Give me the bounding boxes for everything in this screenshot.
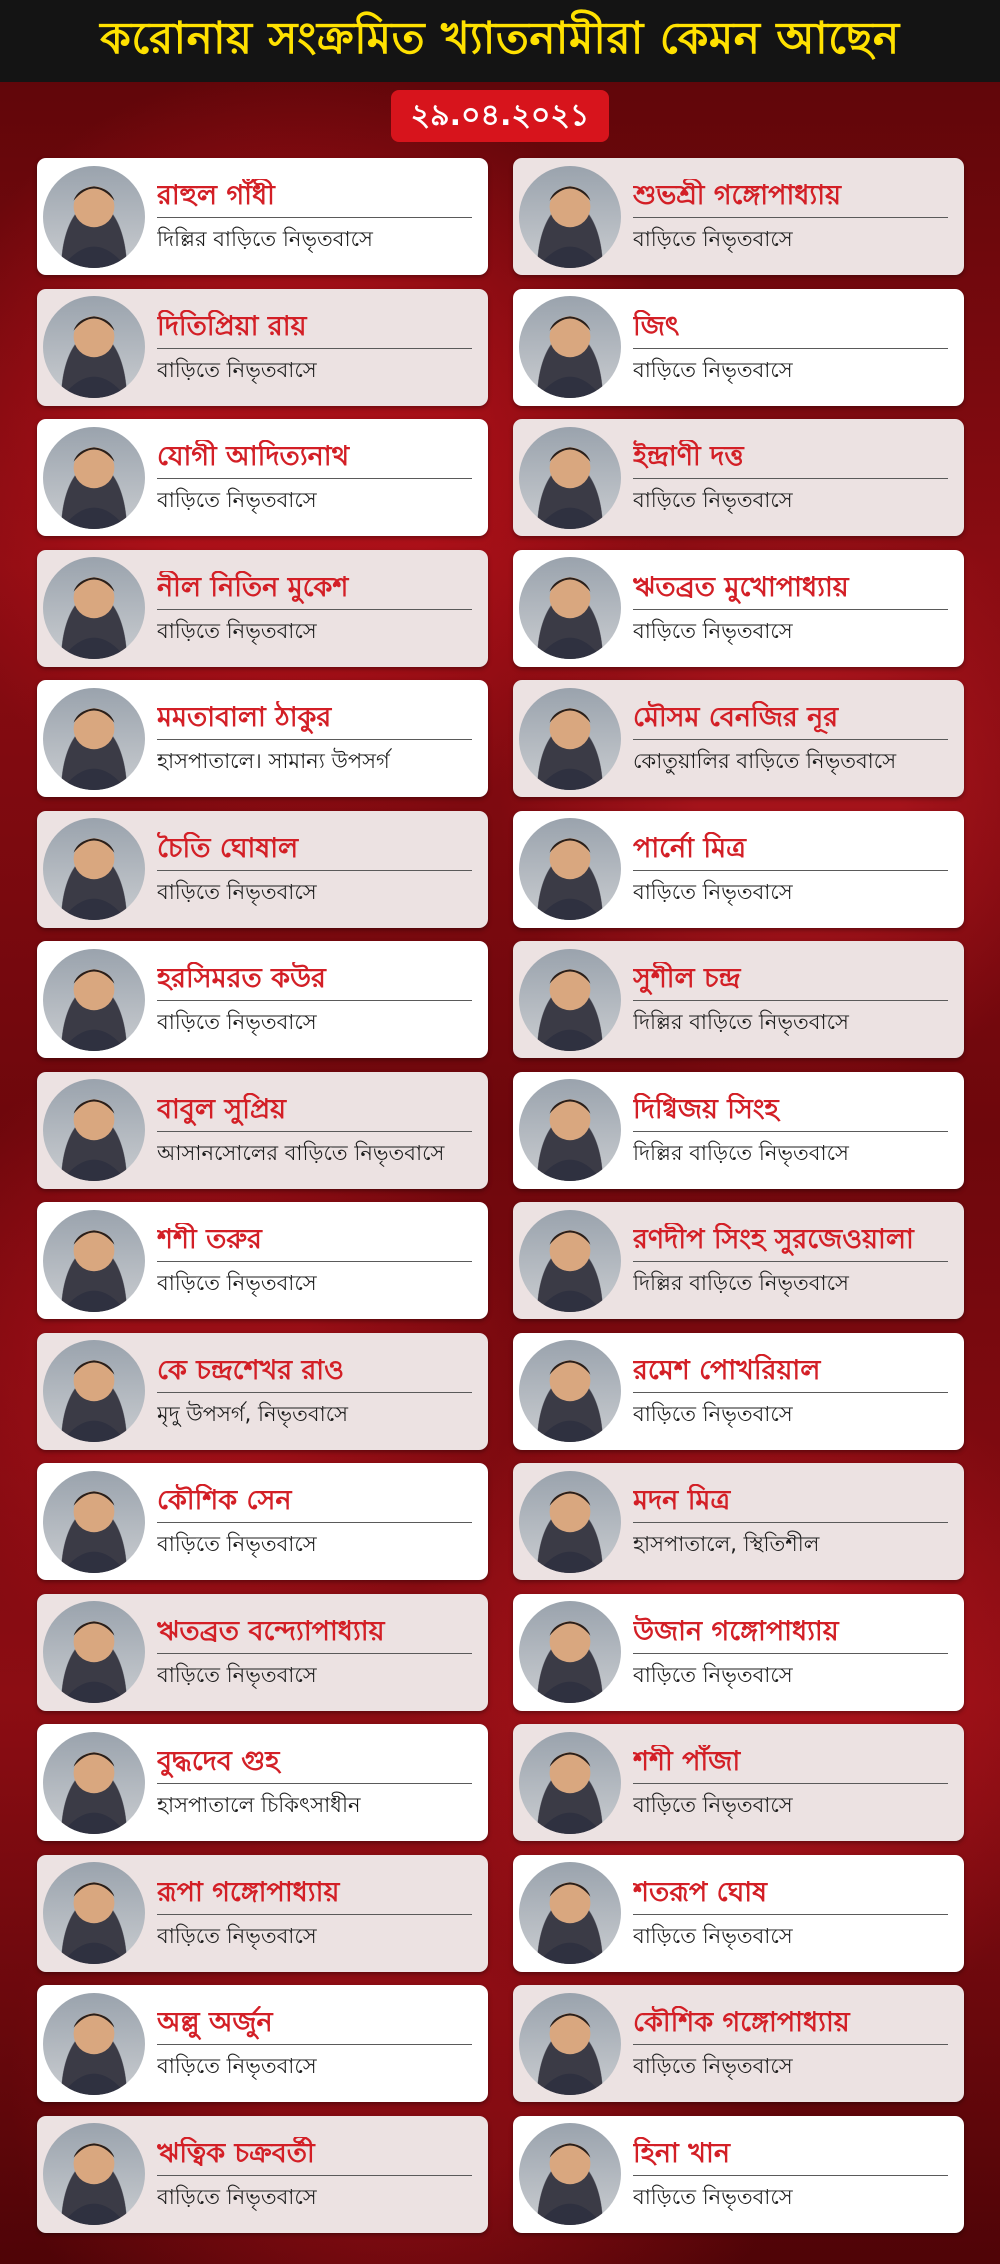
person-name: মদন মিত্র [633,1484,948,1523]
person-name: শশী পাঁজা [633,1745,948,1784]
person-name: পার্নো মিত্র [633,832,948,871]
person-card [513,419,964,536]
person-card [513,1202,964,1319]
person-photo [519,1340,621,1442]
person-card [513,1985,964,2102]
person-photo [519,1210,621,1312]
person-name: জিৎ [633,310,948,349]
person-card [37,419,488,536]
person-photo [43,1732,145,1834]
person-status: কোতুয়ালির বাড়িতে নিভৃতবাসে [633,749,897,773]
person-name: বাবুল সুপ্রিয় [157,1093,472,1132]
person-photo [43,1993,145,2095]
person-icon [519,818,621,920]
person-photo [43,166,145,268]
person-icon [43,949,145,1051]
person-icon [43,688,145,790]
person-icon [43,1601,145,1703]
celebrity-grid [37,158,964,2233]
person-card [37,1855,488,1972]
person-icon [519,166,621,268]
person-icon [519,1601,621,1703]
person-photo [43,1340,145,1442]
person-card [37,1594,488,1711]
person-photo [43,296,145,398]
person-photo [519,1079,621,1181]
person-card [513,680,964,797]
person-status: বাড়িতে নিভৃতবাসে [157,357,317,382]
person-status: বাড়িতে নিভৃতবাসে [633,1923,793,1948]
person-photo [43,557,145,659]
person-icon [43,1993,145,2095]
person-photo [519,1601,621,1703]
person-icon [43,818,145,920]
person-photo [43,427,145,529]
person-name: অল্লু অর্জুন [157,2006,472,2045]
person-photo [519,688,621,790]
person-photo [519,949,621,1051]
person-status: বাড়িতে নিভৃতবাসে [633,1793,793,1817]
person-status: বাড়িতে নিভৃতবাসে [633,2054,793,2078]
person-card [513,550,964,667]
person-status: বাড়িতে নিভৃতবাসে [633,879,793,904]
person-status: বাড়িতে নিভৃতবাসে [157,879,317,904]
person-icon [43,1471,145,1573]
person-icon [43,557,145,659]
person-icon [43,1079,145,1181]
person-icon [519,1210,621,1312]
person-name: ঋতব্রত মুখোপাধ্যায় [633,571,948,610]
person-photo [43,1601,145,1703]
person-card [37,1724,488,1841]
person-photo [43,1471,145,1573]
person-icon [519,688,621,790]
person-card [513,1724,964,1841]
person-name: শতরূপ ঘোষ [633,1876,948,1915]
person-status: বাড়িতে নিভৃতবাসে [157,2184,317,2209]
person-icon [519,1079,621,1181]
person-card [37,811,488,928]
header-bar [0,0,1000,82]
person-status: বাড়িতে নিভৃতবাসে [633,618,793,643]
person-name: রাহুল গাঁধী [157,179,472,218]
person-status: দিল্লির বাড়িতে নিভৃতবাসে [157,227,373,251]
person-icon [519,557,621,659]
person-name: মমতাবালা ঠাকুর [157,701,472,740]
person-card [37,1202,488,1319]
person-card [37,680,488,797]
person-card [37,550,488,667]
person-icon [43,296,145,398]
person-name: নীল নিতিন মুকেশ [157,571,472,610]
person-card [37,2116,488,2233]
person-photo [43,1210,145,1312]
person-name: উজান গঙ্গোপাধ্যায় [633,1615,948,1654]
person-name: ঋত্বিক চক্রবর্তী [157,2137,472,2176]
person-card [37,1333,488,1450]
person-icon [519,1993,621,2095]
person-status: বাড়িতে নিভৃতবাসে [157,1271,317,1295]
person-photo [519,2123,621,2225]
person-icon [43,1732,145,1834]
person-name: রণদীপ সিংহ সুরজেওয়ালা [633,1223,948,1262]
person-name: সুশীল চন্দ্র [633,962,948,1001]
person-card [513,158,964,275]
person-name: বুদ্ধদেব গুহ [157,1745,472,1784]
person-photo [43,1862,145,1964]
person-status: হাসপাতালে চিকিৎসাধীন [157,1793,361,1817]
person-status: বাড়িতে নিভৃতবাসে [157,1532,317,1556]
person-name: ঋতব্রত বন্দ্যোপাধ্যায় [157,1615,472,1654]
person-icon [519,1862,621,1964]
person-photo [519,296,621,398]
person-photo [519,818,621,920]
person-status: আসানসোলের বাড়িতে নিভৃতবাসে [157,1140,445,1165]
person-name: রমেশ পোখরিয়াল [633,1354,948,1393]
person-card [513,811,964,928]
person-name: হিনা খান [633,2137,948,2176]
person-card [37,158,488,275]
person-card [37,1985,488,2102]
person-status: মৃদু উপসর্গ, নিভৃতবাসে [157,1401,349,1426]
person-icon [43,2123,145,2225]
person-status: বাড়িতে নিভৃতবাসে [157,1662,317,1687]
person-name: শুভশ্রী গঙ্গোপাধ্যায় [633,179,948,218]
person-name: শশী তরুর [157,1223,472,1262]
person-status: বাড়িতে নিভৃতবাসে [633,227,793,251]
person-card [513,1463,964,1580]
person-status: বাড়িতে নিভৃতবাসে [157,1010,317,1034]
person-card [513,1594,964,1711]
person-photo [519,1471,621,1573]
person-status: বাড়িতে নিভৃতবাসে [157,618,317,643]
date-badge: ২৯.০৪.২০২১ [391,90,609,142]
person-card [513,1855,964,1972]
person-name: দিতিপ্রিয়া রায় [157,310,472,349]
person-status: বাড়িতে নিভৃতবাসে [633,1662,793,1687]
person-photo [43,688,145,790]
person-status: বাড়িতে নিভৃতবাসে [157,2054,317,2078]
person-icon [43,1210,145,1312]
person-name: রূপা গঙ্গোপাধ্যায় [157,1876,472,1915]
person-status: বাড়িতে নিভৃতবাসে [633,488,793,512]
person-name: কে চন্দ্রশেখর রাও [157,1354,472,1393]
person-photo [519,1862,621,1964]
person-card [513,941,964,1058]
person-card [37,1463,488,1580]
person-icon [519,1340,621,1442]
person-name: হরসিমরত কউর [157,962,472,1001]
person-photo [519,166,621,268]
person-card [513,1333,964,1450]
person-status: বাড়িতে নিভৃতবাসে [633,357,793,382]
person-icon [519,2123,621,2225]
person-status: বাড়িতে নিভৃতবাসে [633,1401,793,1426]
person-status: হাসপাতালে। সামান্য উপসর্গ [157,749,390,773]
person-name: চৈতি ঘোষাল [157,832,472,871]
person-icon [519,1471,621,1573]
person-card [37,1072,488,1189]
person-icon [519,296,621,398]
person-icon [43,166,145,268]
page-title: করোনায় সংক্রমিত খ্যাতনামীরা কেমন আছেন [100,12,900,64]
person-card [513,1072,964,1189]
person-icon [519,949,621,1051]
person-name: দিগ্বিজয় সিংহ [633,1093,948,1132]
person-photo [43,949,145,1051]
person-card [37,289,488,406]
person-photo [519,1732,621,1834]
person-name: মৌসম বেনজির নূর [633,701,948,740]
person-card [513,289,964,406]
person-photo [519,427,621,529]
person-icon [43,1340,145,1442]
person-status: দিল্লির বাড়িতে নিভৃতবাসে [633,1140,849,1165]
person-status: বাড়িতে নিভৃতবাসে [157,488,317,512]
person-card [513,2116,964,2233]
person-card [37,941,488,1058]
person-status: বাড়িতে নিভৃতবাসে [157,1923,317,1948]
person-photo [43,1079,145,1181]
person-photo [43,818,145,920]
person-icon [519,427,621,529]
person-name: ইন্দ্রাণী দত্ত [633,440,948,479]
person-photo [519,1993,621,2095]
person-photo [43,2123,145,2225]
person-photo [519,557,621,659]
person-status: দিল্লির বাড়িতে নিভৃতবাসে [633,1271,849,1295]
person-name: যোগী আদিত্যনাথ [157,440,472,479]
person-status: দিল্লির বাড়িতে নিভৃতবাসে [633,1010,849,1034]
person-name: কৌশিক গঙ্গোপাধ্যায় [633,2006,948,2045]
person-icon [43,1862,145,1964]
person-name: কৌশিক সেন [157,1484,472,1523]
person-status: বাড়িতে নিভৃতবাসে [633,2184,793,2209]
person-status: হাসপাতালে, স্থিতিশীল [633,1532,820,1556]
person-icon [43,427,145,529]
person-icon [519,1732,621,1834]
